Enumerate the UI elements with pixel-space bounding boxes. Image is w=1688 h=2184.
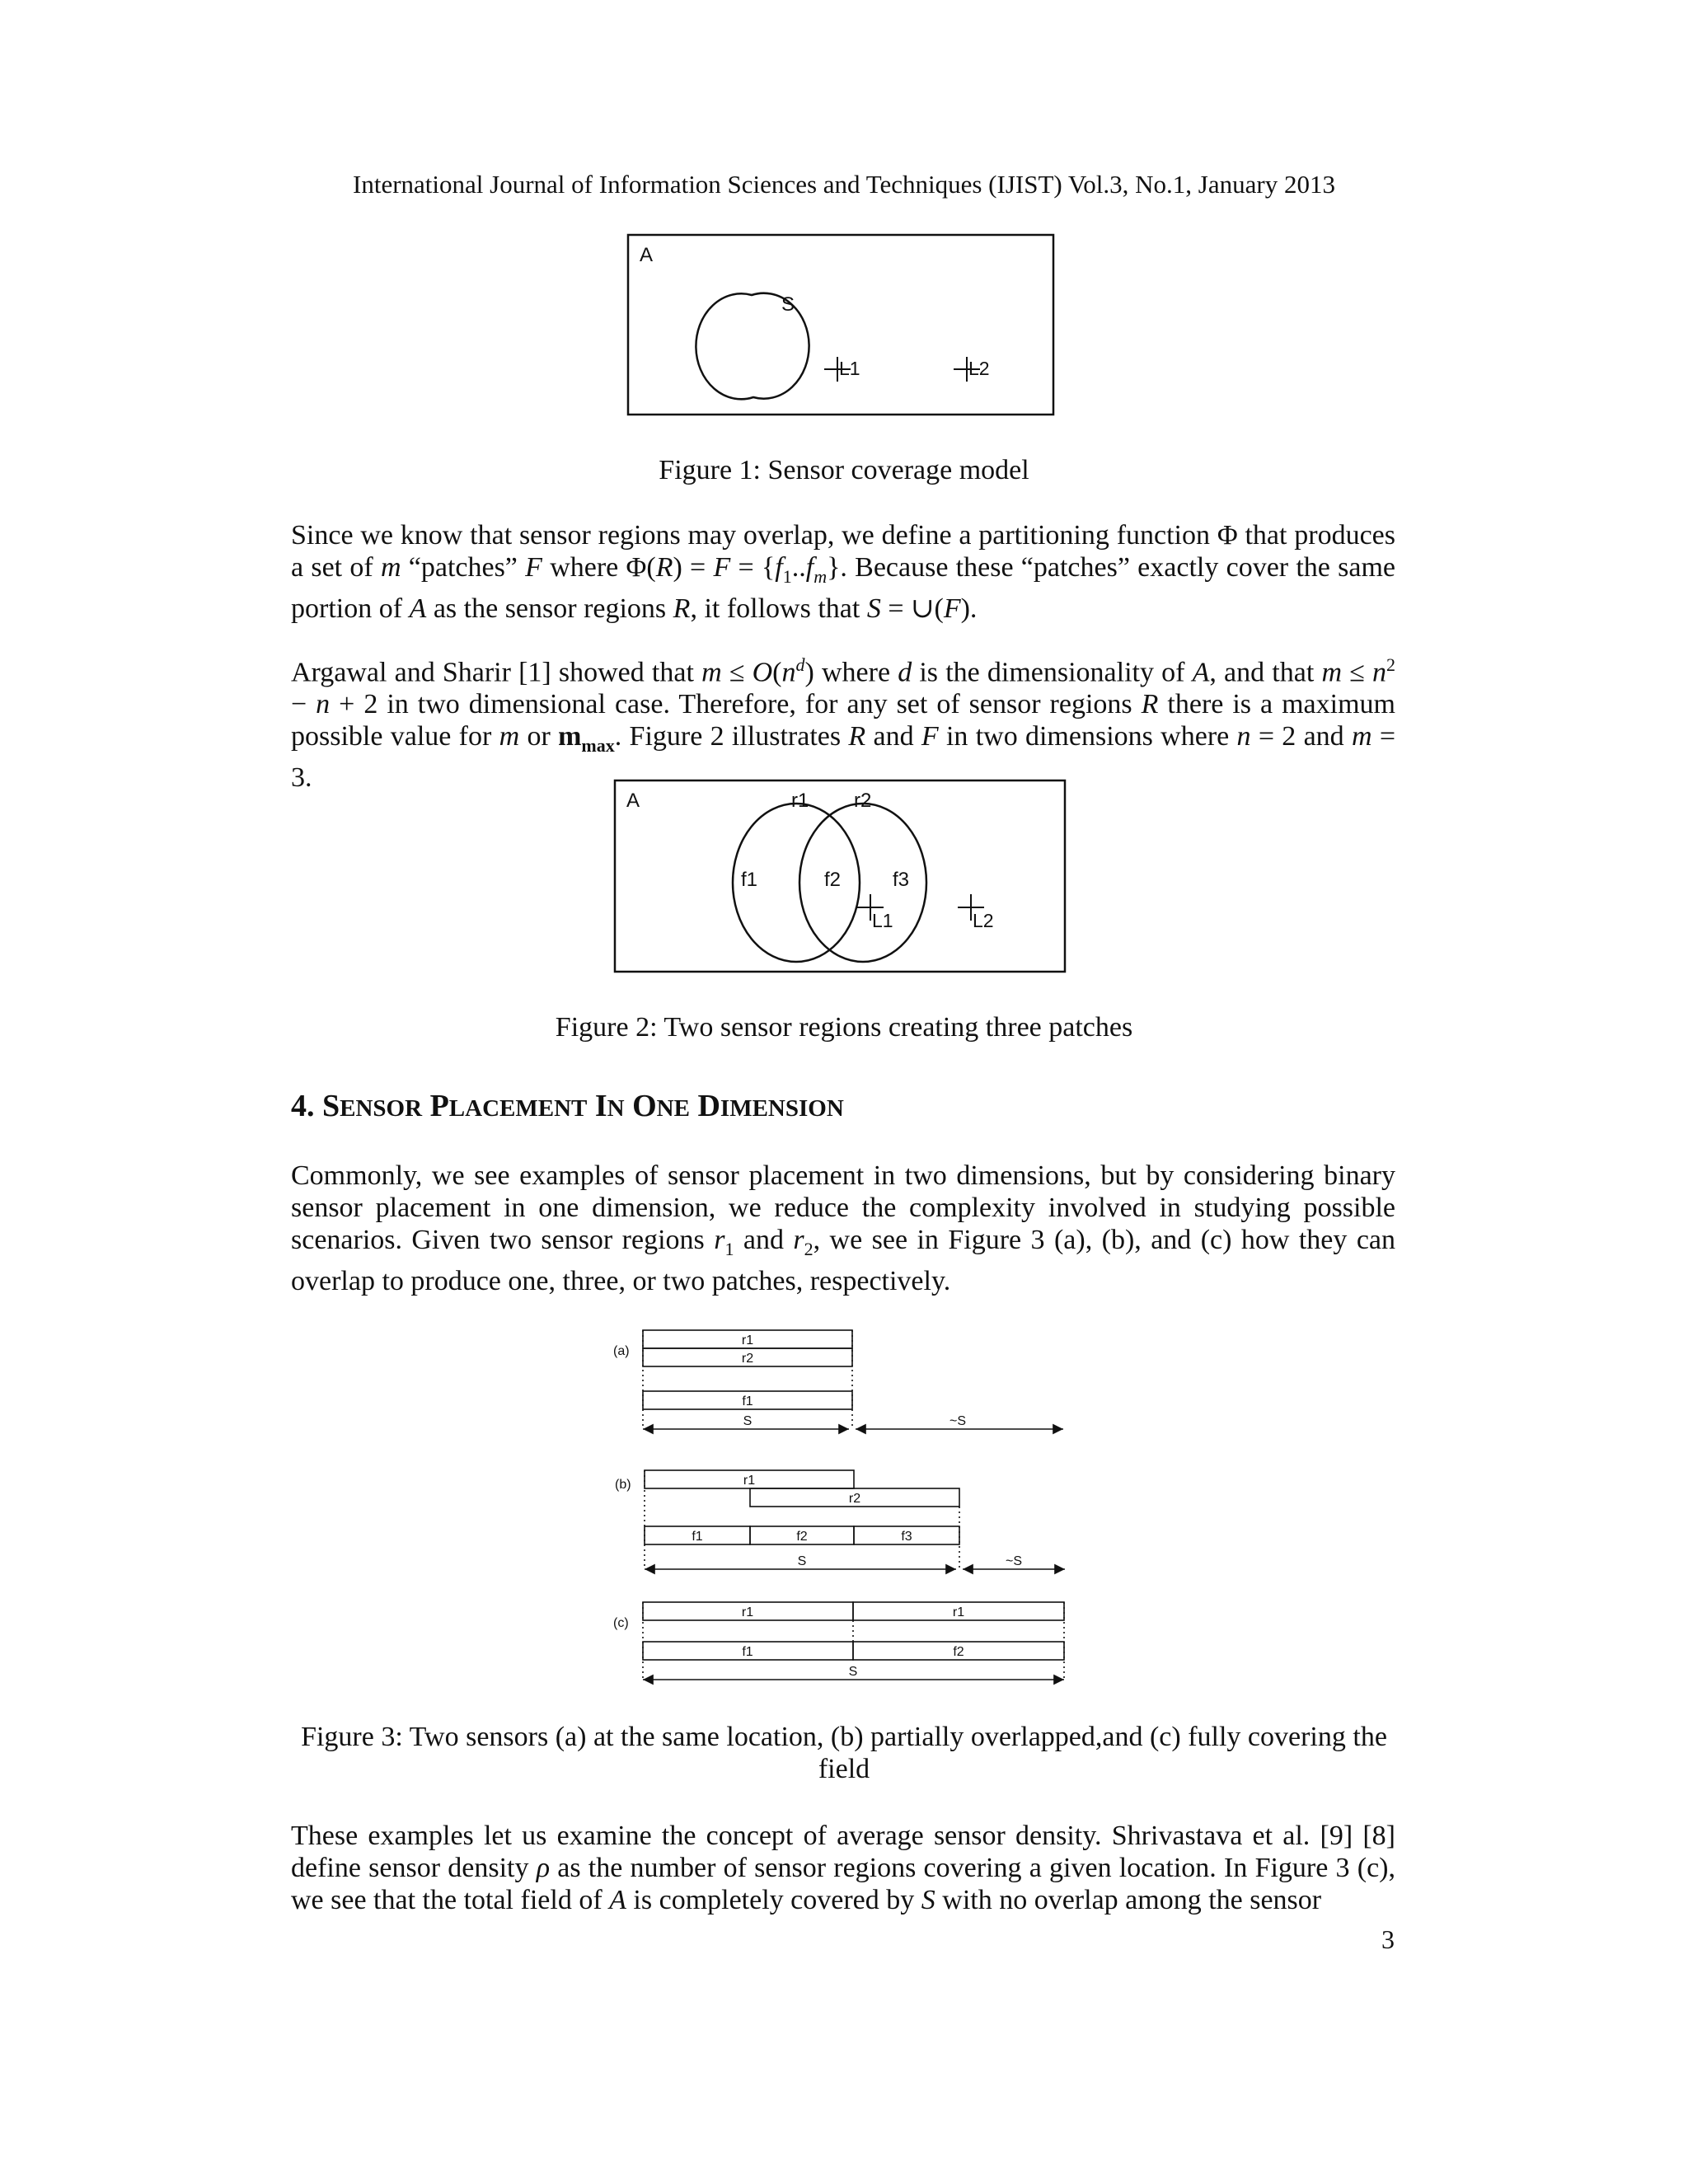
- figure-2-r1-label: r1: [791, 790, 809, 812]
- figure-3b-tag: (b): [615, 1478, 631, 1492]
- figure-1-area-label: A: [640, 244, 654, 266]
- figure-3a-r1-label: r1: [741, 1333, 754, 1347]
- figure-3b-not-s-label: ~S: [1005, 1554, 1023, 1568]
- figure-3-caption: Figure 3: Two sensors (a) at the same location, (b) partially overlapped,and (c) fully covering the field: [301, 1722, 1387, 1784]
- figure-3c-r1-right-label: r1: [952, 1605, 965, 1619]
- figure-2-area-label: A: [626, 790, 640, 812]
- figure-1-l2-label: L2: [968, 358, 990, 379]
- figure-1-sensor-label: S: [781, 293, 795, 316]
- figure-3a: [643, 1330, 1063, 1429]
- figure-3a-f1-label: f1: [742, 1394, 753, 1408]
- figure-3-one-dimension-placements: [610, 1324, 1071, 1691]
- figure-3c-tag: (c): [613, 1616, 629, 1630]
- figure-3b-s-label: S: [797, 1554, 807, 1568]
- journal-header: International Journal of Information Sciences and Techniques (IJIST) Vol.3, No.1, January 2013: [353, 170, 1335, 199]
- figure-1-l1-label: L1: [839, 358, 860, 379]
- figure-3c-f1-label: f1: [742, 1645, 753, 1659]
- figure-3a-tag: (a): [613, 1344, 630, 1358]
- figure-3b-f2-label: f2: [796, 1530, 808, 1544]
- patch-f1-label: f1: [741, 869, 758, 891]
- figure-2-l2-label: L2: [973, 910, 994, 931]
- figure-1-caption: Figure 1: Sensor coverage model: [659, 455, 1029, 485]
- patch-f2-label: f2: [824, 869, 842, 891]
- figure-3b: [645, 1470, 1065, 1569]
- figure-3c-r1-left-label: r1: [741, 1605, 754, 1619]
- paragraph-partitioning: Since we know that sensor regions may overlap, we define a partitioning function Φ that produces a set of m “patches” F where $\Phi(R) = F = \{f_1..f_m\}$. Because these “patches” exactly cover the same portion of A as the sensor regions R, it follows that S = ∪(F).: [291, 520, 1396, 624]
- figure-3a-r2-label: r2: [741, 1352, 754, 1366]
- figure-2-r2-label: r2: [854, 790, 872, 812]
- section-heading: 4. SENSOR PLACEMENT IN ONE DIMENSION: [291, 1089, 844, 1123]
- patch-f3-label: f3: [893, 869, 910, 891]
- figure-3c-s-label: S: [848, 1665, 858, 1679]
- figure-3b-f3-label: f3: [901, 1530, 912, 1544]
- figure-3b-r1-label: r1: [743, 1474, 756, 1488]
- paragraph-argawal-sharir: Argawal and Sharir [1] showed that $m \le O(n^d)$ where d is the dimensionality of A, and that $m \le n^2 - n + 2$ in two dimensional case. Therefore, for any set of sensor regions R there is a maximum possible value for m or $m_{max}$. Figure 2 illustrates R and F in two dimensions where n = 2 and m = 3.: [291, 654, 1396, 794]
- paragraph-sensor-density: These examples let us examine the concept of average sensor density. Shrivastava et al. [9] [8] define sensor density ρ as the number of sensor regions covering a given location. In Figure 3 (c), we see that the total field of A is completely covered by S with no overlap among the sensor: [291, 1821, 1396, 1915]
- figure-2-l1-label: L1: [872, 910, 893, 931]
- page-number: 3: [1381, 1924, 1395, 1954]
- figure-1-sensor-coverage: [626, 233, 1055, 416]
- paragraph-one-dimension: Commonly, we see examples of sensor placement in two dimensions, but by considering binary sensor placement in one dimension, we reduce the complexity involved in studying possible scenarios. Given two sensor regions $r_1$ and $r_2$, we see in Figure 3 (a), (b), and (c) how they can overlap to produce one, three, or two patches, respectively.: [291, 1160, 1395, 1296]
- figure-3a-not-s-label: ~S: [949, 1414, 967, 1428]
- figure-3b-f1-label: f1: [692, 1530, 703, 1544]
- figure-3c-f2-label: f2: [953, 1645, 964, 1659]
- figure-3b-r2-label: r2: [848, 1492, 861, 1506]
- figure-2-caption: Figure 2: Two sensor regions creating three patches: [555, 1012, 1133, 1043]
- figure-2-two-sensor-regions: [613, 779, 1067, 973]
- figure-3a-s-label: S: [743, 1414, 753, 1428]
